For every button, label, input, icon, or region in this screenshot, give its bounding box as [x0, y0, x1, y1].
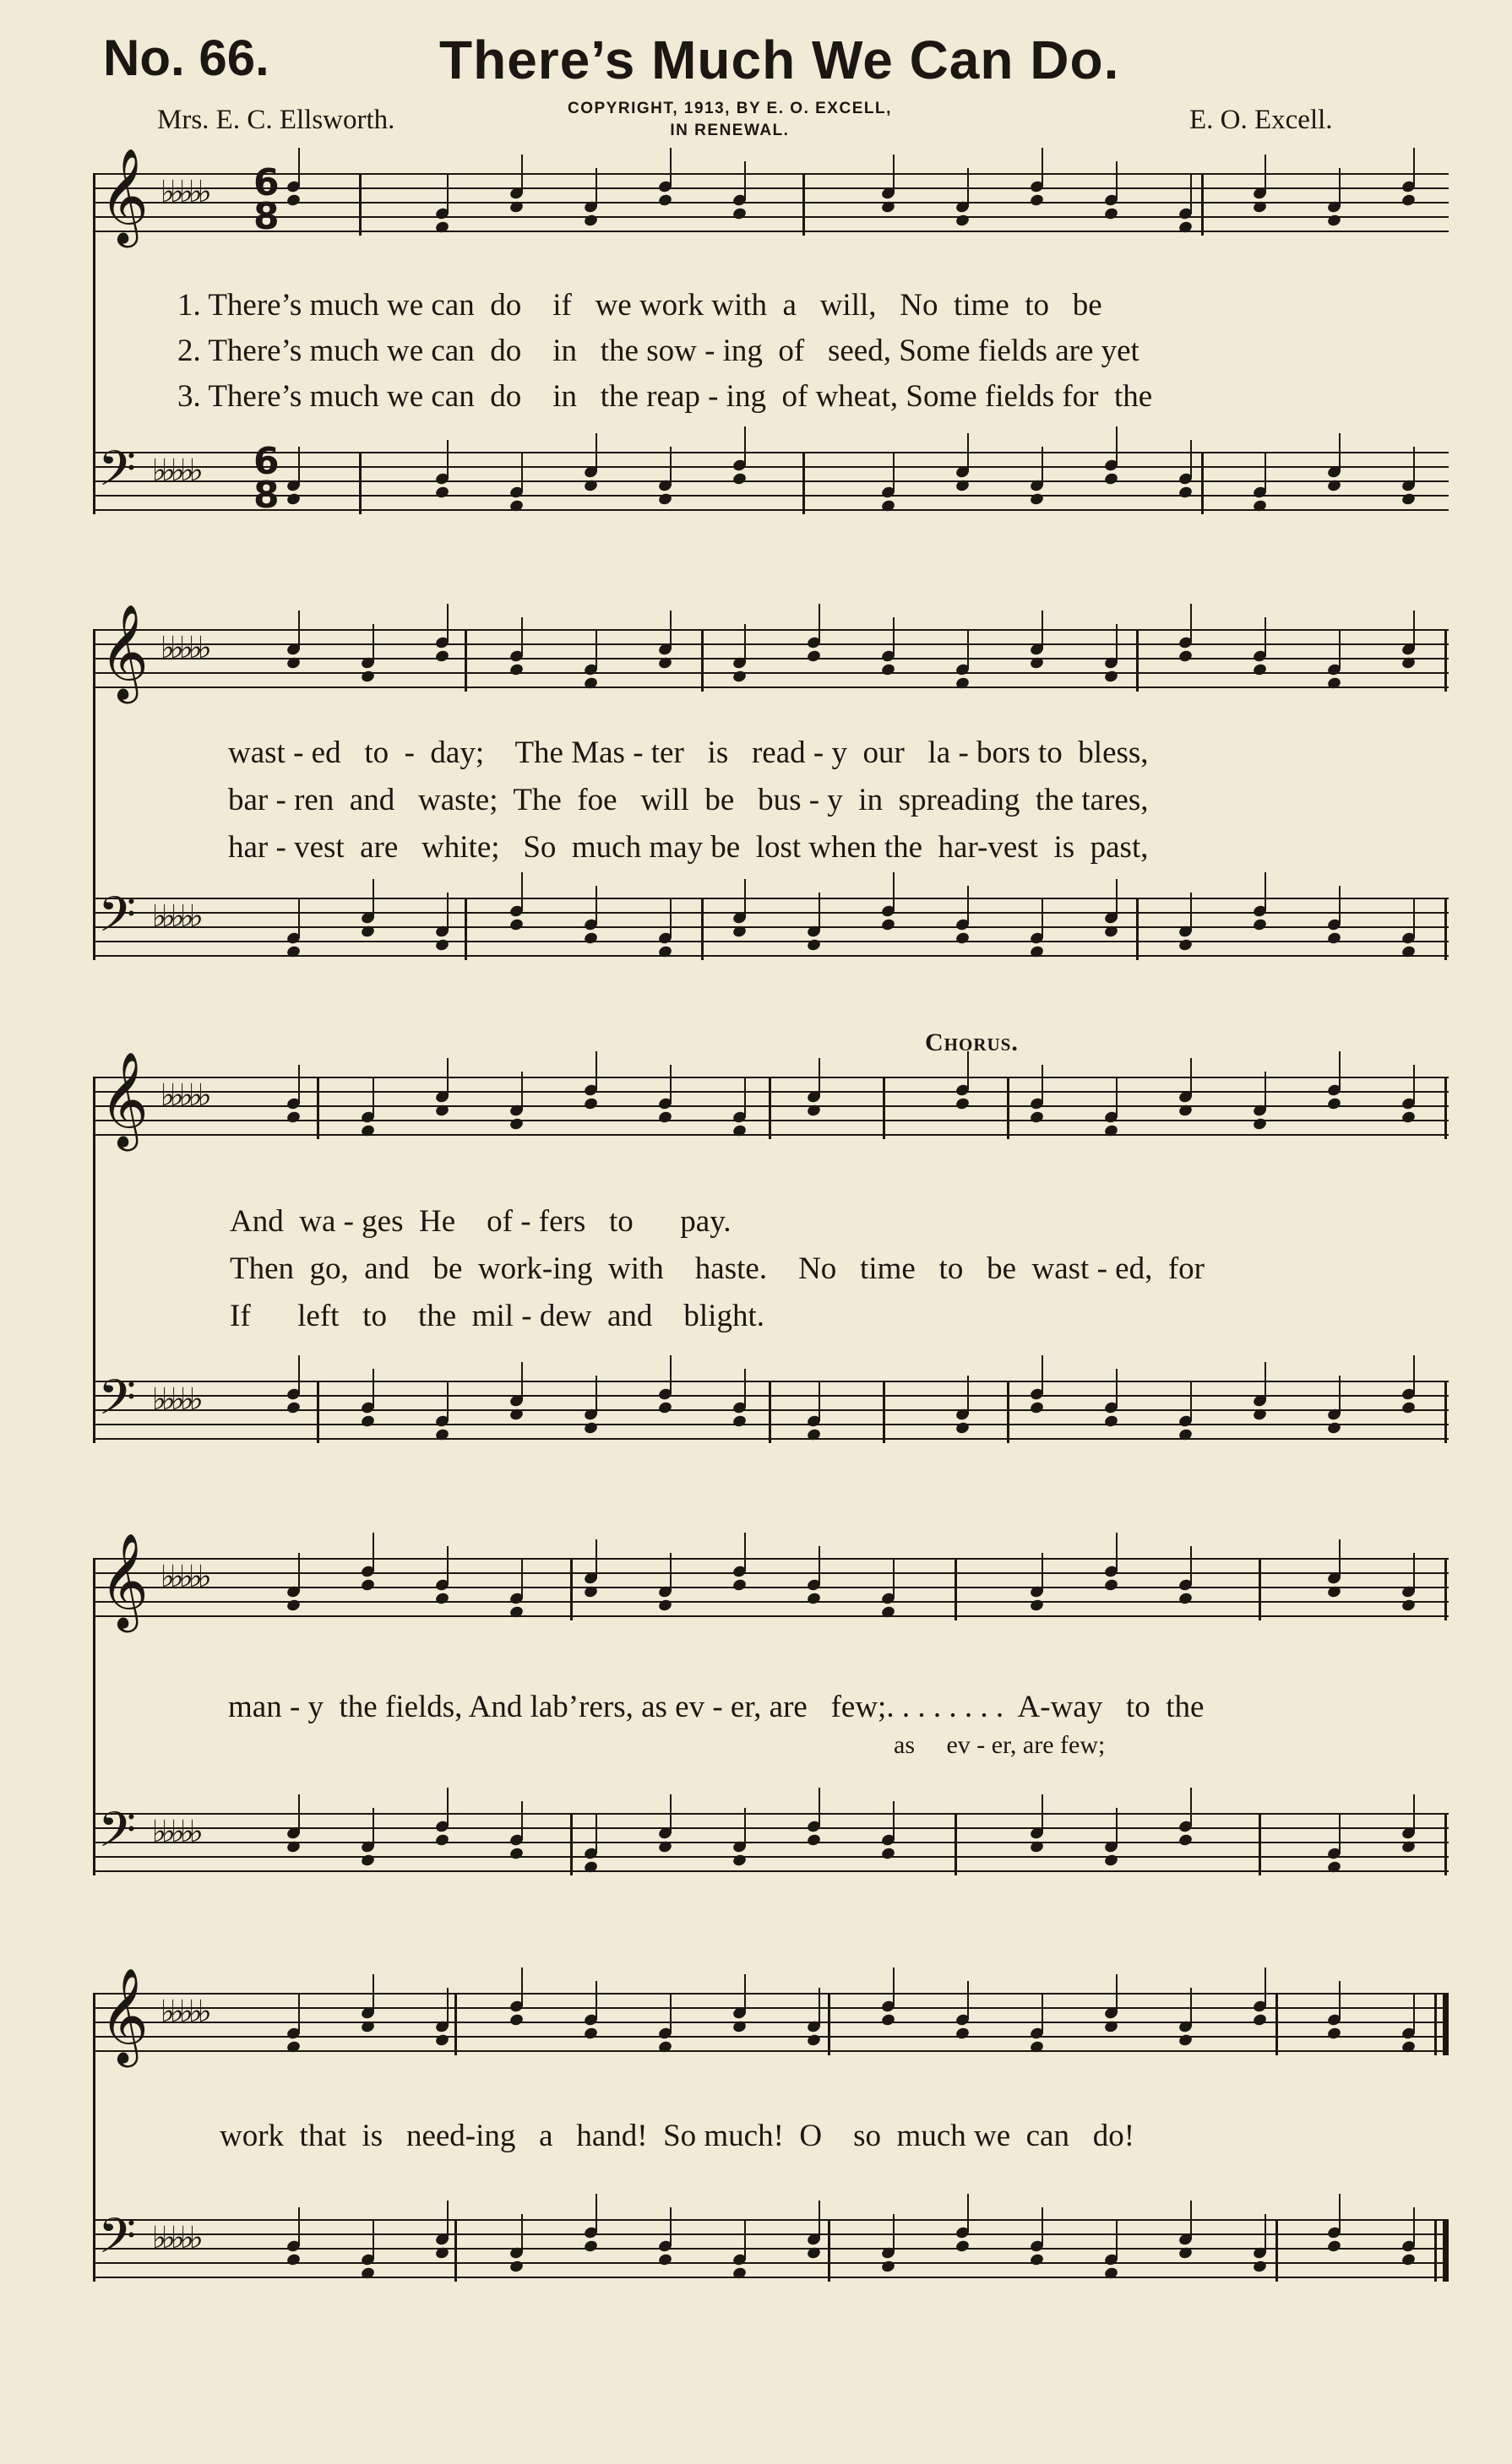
note-stem: [1265, 1072, 1266, 1110]
bass-clef-icon: 𝄢: [98, 886, 137, 955]
key-signature-flats: ♭♭♭♭♭: [152, 899, 199, 934]
treble-staff: [93, 604, 1449, 700]
key-signature-flats: ♭♭♭♭♭: [160, 1078, 207, 1113]
note-stem: [1042, 1355, 1043, 1394]
notehead: [1401, 1401, 1416, 1415]
notehead: [360, 1414, 375, 1429]
hymn-title: There’s Much We Can Do.: [439, 30, 1120, 90]
notehead: [1178, 486, 1193, 500]
note-stem: [1190, 1382, 1192, 1421]
note-stem: [447, 1546, 449, 1585]
chorus-label: Chorus.: [925, 1028, 1019, 1056]
treble-clef-icon: 𝄞: [100, 604, 149, 700]
time-signature: 6 8: [253, 161, 280, 238]
key-signature-flats: ♭♭♭♭♭: [152, 1815, 199, 1849]
note-stem: [1413, 611, 1415, 649]
note-stem: [373, 1974, 374, 2013]
note-stem: [596, 1376, 597, 1414]
notehead: [360, 1578, 375, 1593]
lyric-verse-3: har - vest are white; So much may be lost when the har-vest is past,: [228, 830, 1149, 865]
notehead: [1326, 931, 1341, 946]
notehead: [286, 1110, 301, 1125]
treble-clef-icon: 𝄞: [100, 1533, 149, 1629]
note-stem: [1413, 1553, 1415, 1592]
note-stem: [447, 440, 449, 479]
note-stem: [1042, 899, 1043, 938]
notehead: [1326, 2027, 1341, 2041]
note-stem: [819, 2201, 820, 2239]
notehead: [583, 2239, 598, 2254]
bass-clef-icon: 𝄢: [98, 1369, 137, 1438]
note-stem: [1190, 893, 1192, 931]
note-stem: [521, 2214, 523, 2253]
note-stem: [1339, 1815, 1341, 1853]
notehead: [434, 486, 449, 500]
note-stem: [893, 2214, 895, 2253]
note-stem: [1116, 1369, 1118, 1408]
note-stem: [521, 453, 523, 492]
lyricist-credit: Mrs. E. C. Ellsworth.: [157, 105, 395, 135]
bass-clef-icon: 𝄢: [98, 1801, 137, 1870]
note-stem: [596, 1539, 597, 1578]
bass-staff: [93, 1801, 1449, 1874]
note-stem: [373, 1369, 374, 1408]
note-stem: [521, 1362, 523, 1401]
note-stem: [596, 1815, 597, 1853]
note-stem: [1116, 161, 1118, 200]
notehead: [1326, 2239, 1341, 2254]
note-stem: [893, 1967, 895, 2006]
lyric-chorus: man - y the fields, And lab’rers, as ev - er, are few;. . . . . . . . A-way to the: [228, 1690, 1205, 1724]
copyright-notice: [568, 98, 892, 141]
note-stem: [1042, 447, 1043, 486]
note-stem: [1042, 611, 1043, 649]
note-stem: [521, 1072, 523, 1110]
note-stem: [670, 899, 672, 938]
note-stem: [1339, 1539, 1341, 1578]
note-stem: [819, 1988, 820, 2027]
bass-clef-icon: 𝄢: [98, 440, 137, 509]
hymn-number: No. 66.: [103, 30, 269, 86]
notehead: [1103, 472, 1118, 486]
notehead: [1252, 2013, 1267, 2027]
note-stem: [1042, 1553, 1043, 1592]
bass-staff: [93, 440, 1449, 517]
note-stem: [298, 1355, 300, 1394]
note-stem: [1116, 1974, 1118, 2013]
note-stem: [1265, 872, 1266, 911]
key-signature-flats: ♭♭♭♭♭: [160, 631, 207, 665]
note-stem: [1116, 2221, 1118, 2260]
note-stem: [1413, 148, 1415, 187]
notehead: [583, 2027, 598, 2041]
notehead: [1178, 1833, 1193, 1848]
note-stem: [1190, 1988, 1192, 2027]
note-stem: [447, 2201, 449, 2239]
note-stem: [893, 155, 895, 193]
notehead: [509, 1847, 524, 1861]
note-stem: [744, 1808, 746, 1847]
note-stem: [1190, 2201, 1192, 2239]
lyric-verse-3: If left to the mil - dew and blight.: [230, 1299, 764, 1333]
time-signature: 6 8: [253, 440, 280, 517]
notehead: [583, 1097, 598, 1111]
note-stem: [670, 1794, 672, 1833]
note-stem: [1413, 1065, 1415, 1104]
notehead: [509, 2013, 524, 2027]
note-stem: [967, 1376, 969, 1414]
note-stem: [670, 447, 672, 486]
note-stem: [1339, 1051, 1341, 1090]
note-stem: [819, 1058, 820, 1097]
note-stem: [744, 1533, 746, 1571]
note-stem: [1116, 426, 1118, 465]
note-stem: [373, 2221, 374, 2260]
note-stem: [1190, 1058, 1192, 1097]
notehead: [1401, 2253, 1416, 2267]
lyric-verse-2: Then go, and be work-ing with haste. No time to be wast - ed, for: [230, 1251, 1205, 1286]
bass-clef-icon: 𝄢: [98, 2207, 137, 2277]
notehead: [880, 1847, 895, 1861]
bass-staff: [93, 886, 1449, 958]
note-stem: [744, 161, 746, 200]
note-stem: [521, 1967, 523, 2006]
note-stem: [447, 604, 449, 643]
note-stem: [298, 1553, 300, 1592]
note-stem: [1339, 631, 1341, 670]
treble-staff: [93, 148, 1449, 244]
note-stem: [521, 872, 523, 911]
note-stem: [1265, 453, 1266, 492]
treble-staff: [93, 1051, 1449, 1148]
copyright-line-1: COPYRIGHT, 1913, BY E. O. EXCELL,: [568, 100, 892, 117]
note-stem: [670, 1553, 672, 1592]
note-stem: [819, 1546, 820, 1585]
notehead: [732, 1578, 747, 1593]
notehead: [732, 472, 747, 486]
note-stem: [596, 2194, 597, 2233]
notehead: [955, 2027, 970, 2041]
notehead: [1401, 1110, 1416, 1125]
lyric-verse-2: 2. There’s much we can do in the sow - ing of seed, Some fields are yet: [177, 334, 1139, 368]
composer-credit: E. O. Excell.: [1189, 105, 1333, 135]
note-stem: [1116, 1808, 1118, 1847]
note-stem: [373, 624, 374, 663]
note-stem: [1339, 433, 1341, 472]
note-stem: [373, 1533, 374, 1571]
note-stem: [298, 1995, 300, 2033]
key-signature-flats: ♭♭♭♭♭: [160, 175, 207, 209]
note-stem: [1413, 1794, 1415, 1833]
note-stem: [1042, 1794, 1043, 1833]
note-stem: [521, 1801, 523, 1840]
music-system-1: [93, 148, 1449, 545]
notehead: [434, 1833, 449, 1848]
notehead: [657, 1110, 672, 1125]
note-stem: [967, 433, 969, 472]
note-stem: [298, 1065, 300, 1104]
lyric-verse-1: 1. There’s much we can do if we work with a will, No time to be: [177, 288, 1102, 323]
note-stem: [521, 617, 523, 656]
notehead: [1029, 1110, 1044, 1125]
music-system-4: [93, 1533, 1449, 1929]
music-system-2: [93, 604, 1449, 984]
note-stem: [447, 1382, 449, 1421]
notehead: [955, 1097, 970, 1111]
note-stem: [1265, 1362, 1266, 1401]
notehead: [880, 663, 895, 677]
note-stem: [447, 893, 449, 931]
notehead: [806, 1833, 821, 1848]
note-stem: [1116, 1533, 1118, 1571]
note-stem: [1339, 1376, 1341, 1414]
notehead: [1029, 193, 1044, 208]
note-stem: [1116, 624, 1118, 663]
note-stem: [447, 1788, 449, 1826]
notehead: [806, 1592, 821, 1606]
note-stem: [893, 872, 895, 911]
key-signature-flats: ♭♭♭♭♭: [160, 1995, 207, 2029]
note-stem: [744, 2221, 746, 2260]
note-stem: [670, 1355, 672, 1394]
treble-staff: [93, 1967, 1449, 2064]
notehead: [955, 931, 970, 946]
note-stem: [447, 175, 449, 214]
note-stem: [1042, 1065, 1043, 1104]
notehead: [1029, 1401, 1044, 1415]
notehead: [806, 649, 821, 664]
note-stem: [1190, 440, 1192, 479]
note-stem: [893, 1801, 895, 1840]
note-stem: [819, 1382, 820, 1421]
note-stem: [967, 631, 969, 670]
music-system-5: [93, 1967, 1449, 2331]
note-stem: [744, 1369, 746, 1408]
note-stem: [596, 1981, 597, 2020]
lyric-verse-2: bar - ren and waste; The foe will be bus - y in spreading the tares,: [228, 783, 1149, 817]
key-signature-flats: ♭♭♭♭♭: [160, 1560, 207, 1594]
note-stem: [967, 1981, 969, 2020]
notehead: [434, 649, 449, 664]
treble-clef-icon: 𝄞: [100, 1051, 149, 1148]
key-signature-flats: ♭♭♭♭♭: [152, 1382, 199, 1417]
note-stem: [1042, 2207, 1043, 2246]
note-stem: [744, 426, 746, 465]
lyric-chorus-alt: as ev - er, are few;: [894, 1731, 1106, 1759]
notehead: [434, 1592, 449, 1606]
notehead: [509, 663, 524, 677]
notehead: [1029, 2253, 1044, 2267]
bass-staff: [93, 2207, 1449, 2280]
note-stem: [1339, 168, 1341, 207]
note-stem: [967, 168, 969, 207]
note-stem: [1413, 2207, 1415, 2246]
note-stem: [1413, 899, 1415, 938]
notehead: [1178, 1592, 1193, 1606]
notehead: [1401, 193, 1416, 208]
notehead: [1252, 663, 1267, 677]
note-stem: [298, 899, 300, 938]
note-stem: [1190, 175, 1192, 214]
note-stem: [298, 447, 300, 486]
note-stem: [893, 453, 895, 492]
note-stem: [521, 155, 523, 193]
notehead: [1326, 1097, 1341, 1111]
note-stem: [447, 1988, 449, 2027]
notehead: [1252, 918, 1267, 932]
note-stem: [1339, 886, 1341, 925]
notehead: [657, 2253, 672, 2267]
notehead: [657, 1401, 672, 1415]
lyric-verse-1: wast - ed to - day; The Mas - ter is read - y our la - bors to bless,: [228, 735, 1149, 770]
note-stem: [1413, 1995, 1415, 2033]
bass-staff: [93, 1369, 1449, 1441]
note-stem: [1339, 1981, 1341, 2020]
note-stem: [819, 604, 820, 643]
notehead: [880, 2013, 895, 2027]
note-stem: [1413, 1355, 1415, 1394]
notehead: [509, 918, 524, 932]
note-stem: [373, 1808, 374, 1847]
note-stem: [298, 611, 300, 649]
notehead: [1103, 1578, 1118, 1593]
note-stem: [1116, 1078, 1118, 1117]
notehead: [955, 2239, 970, 2254]
note-stem: [1265, 1967, 1266, 2006]
key-signature-flats: ♭♭♭♭♭: [152, 453, 199, 488]
note-stem: [819, 1788, 820, 1826]
note-stem: [670, 1995, 672, 2033]
note-stem: [1339, 2194, 1341, 2233]
lyric-verse-1: And wa - ges He of - fers to pay.: [230, 1204, 732, 1239]
note-stem: [670, 2207, 672, 2246]
note-stem: [521, 1560, 523, 1598]
notehead: [1103, 1414, 1118, 1429]
note-stem: [596, 631, 597, 670]
note-stem: [373, 879, 374, 918]
note-stem: [967, 2194, 969, 2233]
key-signature-flats: ♭♭♭♭♭: [152, 2221, 199, 2255]
note-stem: [744, 1078, 746, 1117]
treble-clef-icon: 𝄞: [100, 1967, 149, 2064]
treble-staff: [93, 1533, 1449, 1629]
note-stem: [1190, 1788, 1192, 1826]
notehead: [583, 931, 598, 946]
note-stem: [298, 1794, 300, 1833]
note-stem: [1413, 447, 1415, 486]
note-stem: [967, 886, 969, 925]
note-stem: [373, 1078, 374, 1117]
lyric-verse-3: 3. There’s much we can do in the reap - ing of wheat, Some fields for the: [177, 379, 1153, 414]
note-stem: [596, 1051, 597, 1090]
notehead: [1178, 649, 1193, 664]
notehead: [1103, 207, 1118, 221]
note-stem: [744, 624, 746, 663]
note-stem: [596, 886, 597, 925]
note-stem: [1190, 1546, 1192, 1585]
note-stem: [744, 1974, 746, 2013]
note-stem: [298, 2207, 300, 2246]
notehead: [657, 193, 672, 208]
notehead: [732, 207, 747, 221]
note-stem: [1116, 879, 1118, 918]
copyright-line-2: IN RENEWAL.: [670, 121, 790, 139]
notehead: [286, 193, 301, 208]
note-stem: [1042, 1995, 1043, 2033]
notehead: [732, 1414, 747, 1429]
notehead: [880, 918, 895, 932]
music-system-3: [93, 1028, 1449, 1474]
note-stem: [447, 1058, 449, 1097]
note-stem: [1190, 604, 1192, 643]
note-stem: [1042, 148, 1043, 187]
notehead: [286, 1401, 301, 1415]
note-stem: [893, 617, 895, 656]
note-stem: [893, 1560, 895, 1598]
note-stem: [1265, 617, 1266, 656]
notehead: [286, 2253, 301, 2267]
treble-clef-icon: 𝄞: [100, 148, 149, 244]
note-stem: [596, 433, 597, 472]
lyric-chorus-end: work that is need-ing a hand! So much! O so much we can do!: [220, 2119, 1135, 2153]
note-stem: [670, 1065, 672, 1104]
note-stem: [1265, 155, 1266, 193]
note-stem: [596, 168, 597, 207]
note-stem: [298, 148, 300, 187]
note-stem: [1265, 2214, 1266, 2253]
note-stem: [744, 879, 746, 918]
note-stem: [819, 893, 820, 931]
note-stem: [670, 611, 672, 649]
note-stem: [670, 148, 672, 187]
